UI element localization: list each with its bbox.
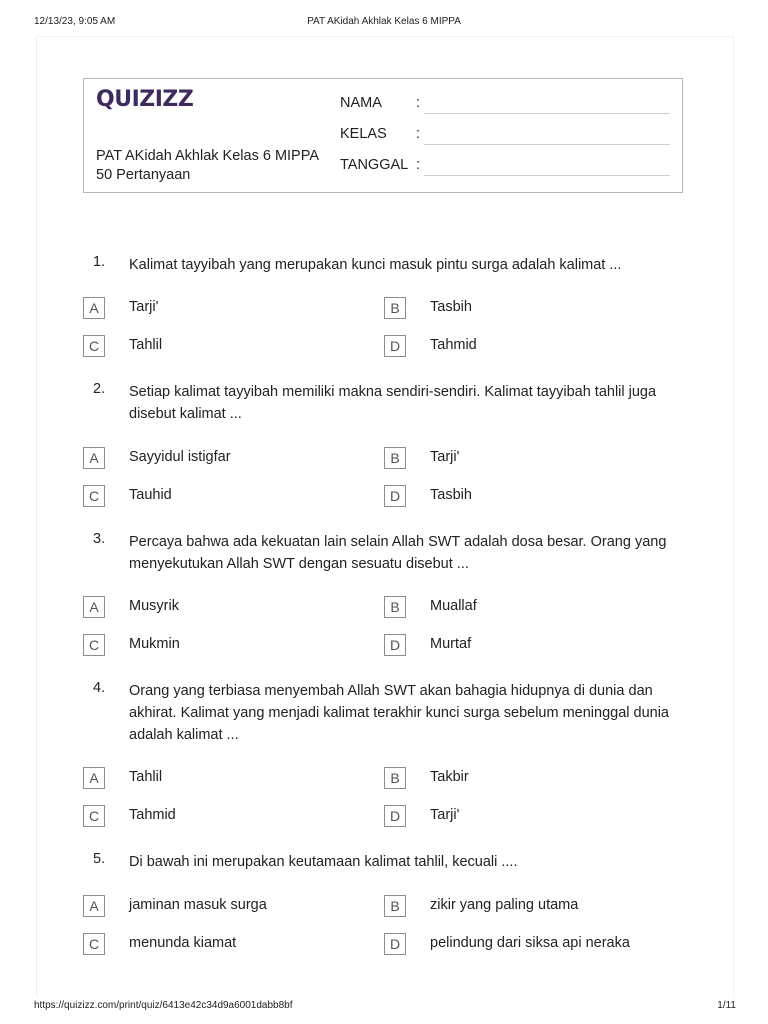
q4-option-d [384,805,684,829]
option-letter-box: C [83,933,105,955]
question-number: 4. [93,680,106,696]
option-text: Tasbih [430,299,472,315]
option-letter-box: B [384,297,406,319]
option-letter-box: D [384,335,406,357]
q2-option-b [384,447,684,471]
question-number: 5. [93,851,106,867]
name-line [424,113,670,114]
option-text: pelindung dari siksa api neraka [430,935,630,951]
option-letter-box: A [83,297,105,319]
q5-option-d [384,933,684,957]
option-text: menunda kiamat [129,935,237,951]
q3-option-c [83,634,383,658]
option-text: jaminan masuk surga [129,897,267,913]
option-text: Sayyidul istigfar [129,449,231,465]
q3-option-a [83,596,383,620]
class-line [424,144,670,145]
option-letter-box: C [83,335,105,357]
class-colon: : [416,126,421,142]
quiz-title: PAT AKidah Akhlak Kelas 6 MIPPA [96,148,319,164]
option-letter-box: D [384,634,406,656]
question-text: Percaya bahwa ada kekuatan lain selain Allah SWT adalah dosa besar. Orang yang menyekutukan Allah SWT dengan sesuatu disebut ... [129,534,667,572]
print-footer [0,996,768,1016]
option-text: Mukmin [129,636,180,652]
question-text: Setiap kalimat tayyibah memiliki makna sendiri-sendiri. Kalimat tayyibah tahlil juga disebut kalimat ... [129,384,657,422]
option-letter-box: D [384,485,406,507]
option-letter-box: B [384,596,406,618]
date-colon: : [416,157,421,173]
page-number: 1/11 [717,1000,736,1011]
q1-option-a [83,297,383,321]
option-text: Tarji' [430,449,460,465]
option-letter-box: C [83,634,105,656]
option-text: Tahlil [129,769,163,785]
option-letter-box: C [83,485,105,507]
q3-option-b [384,596,684,620]
option-letter-box: B [384,447,406,469]
option-text: Tahmid [430,337,477,353]
q4-option-a [83,767,383,791]
q4-option-b [384,767,684,791]
class-label: KELAS [340,126,387,142]
question-text: Orang yang terbiasa menyembah Allah SWT akan bahagia hidupnya di dunia dan akhirat. Kalimat yang menjadi kalimat terakhir kunci surga sebelum meninggal dunia adalah kalimat ... [129,683,669,743]
quiz-info-box [83,78,683,193]
option-letter-box: A [83,895,105,917]
date-line [424,175,670,176]
option-text: Tarji' [129,299,159,315]
question-number: 1. [93,254,106,270]
page-url[interactable]: https://quizizz.com/print/quiz/6413e42c34d9a6001dabb8bf [34,1000,293,1011]
q5-option-c [83,933,383,957]
q2-option-d [384,485,684,509]
option-text: Takbir [430,769,469,785]
option-text: Tahlil [129,337,163,353]
q1-option-b [384,297,684,321]
option-letter-box: A [83,596,105,618]
name-label: NAMA [340,95,382,111]
date-field [340,157,674,179]
q3-option-d [384,634,684,658]
question-number: 2. [93,381,106,397]
name-colon: : [416,95,421,111]
option-letter-box: A [83,447,105,469]
option-text: Tarji' [430,807,460,823]
print-doc-title: PAT AKidah Akhlak Kelas 6 MIPPA [307,16,461,27]
name-field [340,95,674,117]
q5-option-b [384,895,684,919]
date-label: TANGGAL [340,157,409,173]
option-letter-box: A [83,767,105,789]
option-letter-box: D [384,933,406,955]
print-datetime: 12/13/23, 9:05 AM [34,16,116,27]
q1-option-c [83,335,383,359]
option-text: Muallaf [430,598,477,614]
option-text: Tahmid [129,807,176,823]
q5-option-a [83,895,383,919]
question-count: 50 Pertanyaan [96,167,191,183]
option-text: Tauhid [129,487,172,503]
question-text: Di bawah ini merupakan keutamaan kalimat tahlil, kecuali .... [129,854,518,870]
option-letter-box: C [83,805,105,827]
option-letter-box: B [384,767,406,789]
option-text: Murtaf [430,636,472,652]
question-number: 3. [93,531,106,547]
quizizz-logo: QUIZIZZ [96,87,194,112]
option-text: Musyrik [129,598,179,614]
question-text: Kalimat tayyibah yang merupakan kunci masuk pintu surga adalah kalimat ... [129,257,622,273]
q2-option-a [83,447,383,471]
option-text: zikir yang paling utama [430,897,579,913]
option-letter-box: D [384,805,406,827]
q4-option-c [83,805,383,829]
print-header [0,12,768,32]
option-letter-box: B [384,895,406,917]
q1-option-d [384,335,684,359]
q2-option-c [83,485,383,509]
class-field [340,126,674,148]
option-text: Tasbih [430,487,472,503]
